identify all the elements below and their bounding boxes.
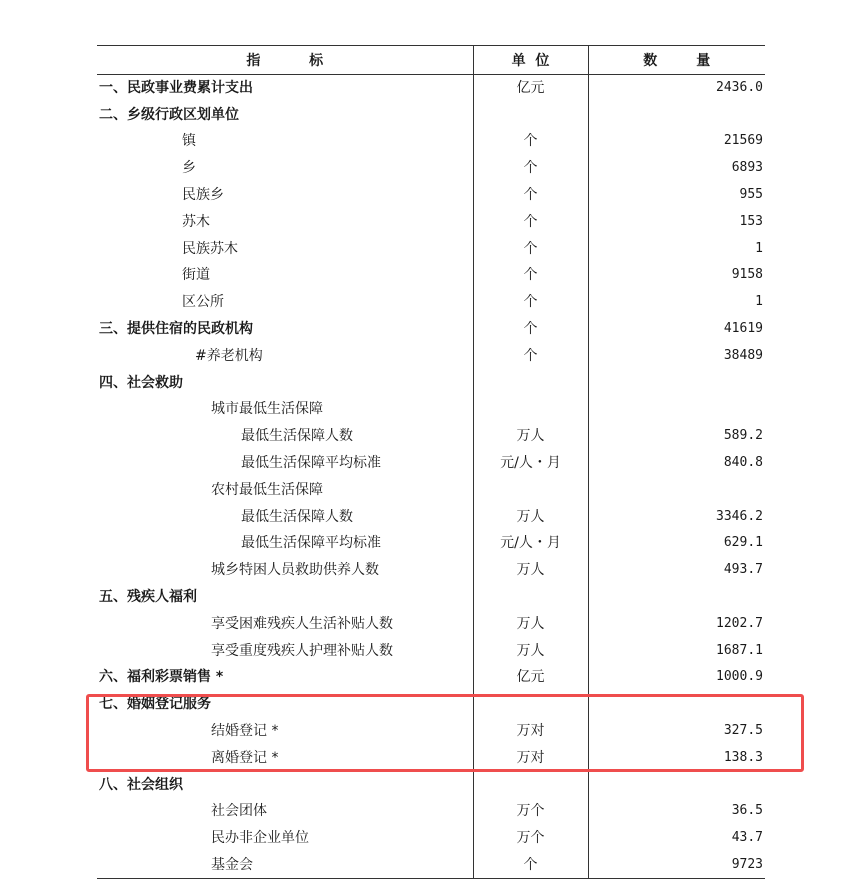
row-indicator-label: 结婚登记 * — [211, 723, 279, 740]
table-row — [97, 610, 765, 637]
row-value: 3346.2 — [588, 503, 765, 530]
row-indicator-label: 享受重度残疾人护理补贴人数 — [211, 642, 393, 659]
table-row — [97, 476, 765, 503]
table-row — [97, 798, 765, 825]
row-unit: 个 — [473, 155, 588, 182]
table-row — [97, 289, 765, 316]
row-indicator-label: 民族乡 — [182, 187, 224, 204]
table-row — [97, 75, 765, 102]
row-indicator-label: 最低生活保障人数 — [241, 428, 353, 445]
table-header-row — [97, 46, 765, 75]
table-row — [97, 557, 765, 584]
row-unit: 个 — [473, 852, 588, 879]
row-unit: 元/人・月 — [473, 450, 588, 477]
table-row — [97, 503, 765, 530]
row-indicator-label: 城市最低生活保障 — [211, 401, 323, 418]
table-row — [97, 155, 765, 182]
row-value: 41619 — [588, 316, 765, 343]
row-unit — [473, 396, 588, 423]
row-unit: 亿元 — [473, 664, 588, 691]
row-indicator-label: 四、社会救助 — [99, 374, 183, 391]
row-indicator-label: 最低生活保障平均标准 — [241, 535, 381, 552]
row-indicator-label: 二、乡级行政区划单位 — [99, 106, 239, 123]
table-row — [97, 342, 765, 369]
header-unit: 单 位 — [473, 46, 588, 75]
row-unit — [473, 476, 588, 503]
table-row — [97, 208, 765, 235]
row-value: 6893 — [588, 155, 765, 182]
row-unit: 万人 — [473, 423, 588, 450]
row-indicator-label: 三、提供住宿的民政机构 — [99, 321, 253, 338]
row-unit: 个 — [473, 235, 588, 262]
row-indicator-label: 六、福利彩票销售 * — [99, 669, 224, 686]
row-value — [588, 771, 765, 798]
table-row — [97, 316, 765, 343]
row-indicator-label: 镇 — [182, 133, 196, 150]
row-indicator-label: 八、社会组织 — [99, 776, 183, 793]
row-indicator-label: 一、民政事业费累计支出 — [99, 80, 253, 97]
row-value — [588, 691, 765, 718]
row-value: 1687.1 — [588, 637, 765, 664]
row-value: 9723 — [588, 852, 765, 879]
row-indicator-label: 区公所 — [182, 294, 224, 311]
row-value — [588, 101, 765, 128]
row-unit: 万对 — [473, 744, 588, 771]
row-indicator-label: #养老机构 — [195, 347, 263, 364]
row-indicator-label: 街道 — [182, 267, 210, 284]
row-value: 955 — [588, 182, 765, 209]
statistics-table — [97, 45, 765, 879]
row-value: 493.7 — [588, 557, 765, 584]
row-unit — [473, 584, 588, 611]
header-indicator: 指 标 — [97, 46, 473, 75]
row-value — [588, 396, 765, 423]
row-value — [588, 476, 765, 503]
row-unit: 万人 — [473, 557, 588, 584]
row-indicator-label: 基金会 — [97, 852, 473, 879]
statistics-table-container — [97, 45, 765, 879]
table-row — [97, 825, 765, 852]
row-unit: 万对 — [473, 718, 588, 745]
table-row — [97, 369, 765, 396]
row-indicator-label: 七、婚姻登记服务 — [99, 696, 211, 713]
row-value — [588, 369, 765, 396]
row-unit: 亿元 — [473, 75, 588, 102]
table-row — [97, 852, 765, 879]
row-unit — [473, 101, 588, 128]
row-value — [588, 584, 765, 611]
row-indicator-label: 社会团体 — [211, 803, 267, 820]
row-indicator-label: 最低生活保障平均标准 — [241, 455, 381, 472]
table-row — [97, 182, 765, 209]
row-unit: 元/人・月 — [473, 530, 588, 557]
row-value: 38489 — [588, 342, 765, 369]
row-unit: 个 — [473, 342, 588, 369]
table-row — [97, 530, 765, 557]
row-unit: 万人 — [473, 637, 588, 664]
row-unit: 个 — [473, 289, 588, 316]
row-unit: 万个 — [473, 825, 588, 852]
row-value: 43.7 — [588, 825, 765, 852]
row-indicator-label: 五、残疾人福利 — [99, 589, 197, 606]
table-row — [97, 637, 765, 664]
row-indicator-label: 乡 — [182, 160, 196, 177]
row-unit: 万个 — [473, 798, 588, 825]
row-value: 840.8 — [588, 450, 765, 477]
table-row — [97, 771, 765, 798]
row-indicator-label: 民办非企业单位 — [211, 830, 309, 847]
row-value: 21569 — [588, 128, 765, 155]
table-row — [97, 664, 765, 691]
row-value: 153 — [588, 208, 765, 235]
row-indicator-label: 民族苏木 — [182, 240, 238, 257]
header-quantity: 数 量 — [588, 46, 765, 75]
row-value: 629.1 — [588, 530, 765, 557]
row-value: 1 — [588, 235, 765, 262]
row-unit — [473, 771, 588, 798]
row-value: 2436.0 — [588, 75, 765, 102]
row-value: 138.3 — [588, 744, 765, 771]
row-value: 1202.7 — [588, 610, 765, 637]
table-body — [97, 75, 765, 879]
row-unit — [473, 369, 588, 396]
row-indicator-label: 苏木 — [182, 213, 210, 230]
table-row — [97, 235, 765, 262]
table-row — [97, 101, 765, 128]
table-row — [97, 423, 765, 450]
table-row — [97, 128, 765, 155]
table-row — [97, 744, 765, 771]
table-row — [97, 691, 765, 718]
row-value: 327.5 — [588, 718, 765, 745]
row-value: 36.5 — [588, 798, 765, 825]
row-indicator-label: 城乡特困人员救助供养人数 — [211, 562, 379, 579]
table-row — [97, 450, 765, 477]
row-unit: 万人 — [473, 610, 588, 637]
row-unit: 万人 — [473, 503, 588, 530]
row-unit: 个 — [473, 128, 588, 155]
row-unit: 个 — [473, 262, 588, 289]
row-value: 589.2 — [588, 423, 765, 450]
row-unit: 个 — [473, 208, 588, 235]
row-unit: 个 — [473, 316, 588, 343]
table-row — [97, 262, 765, 289]
row-indicator-label: 享受困难残疾人生活补贴人数 — [211, 615, 393, 632]
row-unit: 个 — [473, 182, 588, 209]
row-unit — [473, 691, 588, 718]
row-value: 1000.9 — [588, 664, 765, 691]
row-indicator-label: 离婚登记 * — [211, 749, 279, 766]
row-value: 9158 — [588, 262, 765, 289]
table-row — [97, 584, 765, 611]
table-row — [97, 396, 765, 423]
row-indicator-label: 农村最低生活保障 — [211, 481, 323, 498]
table-row — [97, 718, 765, 745]
row-indicator-label: 最低生活保障人数 — [241, 508, 353, 525]
row-value: 1 — [588, 289, 765, 316]
